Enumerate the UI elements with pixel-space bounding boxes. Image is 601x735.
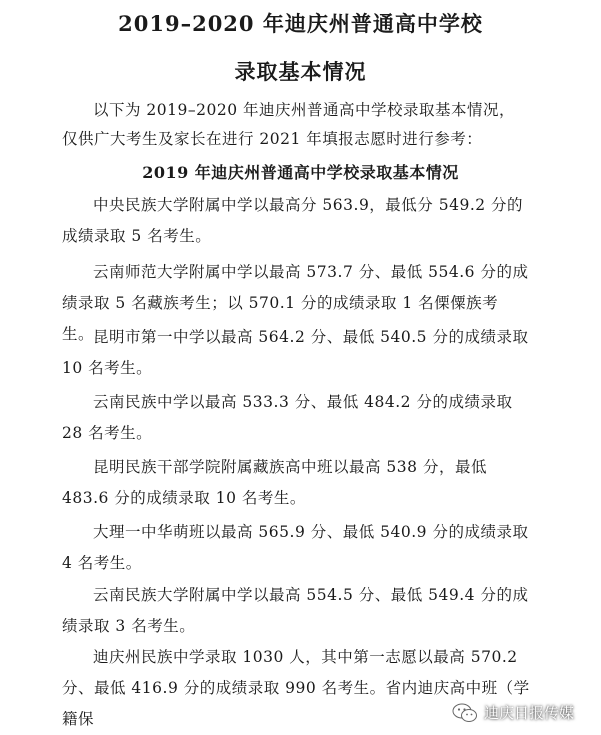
paragraph-kunming-cadre-college: 昆明民族干部学院附属藏族高中班以最高 538 分，最低 483.6 分的成绩录取 10 名考生。 <box>62 458 487 507</box>
watermark <box>452 702 574 723</box>
paragraph-yunnan-minzu-middle: 云南民族中学以最高 533.3 分、最低 484.2 分的成绩录取 28 名考生。 <box>62 393 513 442</box>
paragraph-diqing-minzu-middle: 迪庆州民族中学录取 1030 人，其中第一志愿以最高 570.2 分、最低 416.9 分的成绩录取 990 名考生。省内迪庆高中班（学籍保 <box>62 648 530 728</box>
document-title-line2: 录取基本情况 <box>234 59 367 84</box>
watermark-text: 迪庆日报传媒 <box>484 704 575 722</box>
paragraph-minzu-university-affiliated: 中央民族大学附属中学以最高分 563.9，最低分 549.2 分的成绩录取 5 名考生。 <box>62 196 524 245</box>
paragraph-normal-university-affiliated: 云南师范大学附属中学以最高 573.7 分、最低 554.6 分的成绩录取 5 名藏族考生；以 570.1 分的成绩录取 1 名傈僳族考生。 <box>62 263 529 343</box>
paragraph-dali-no1: 大理一中华萌班以最高 565.9 分、最低 540.9 分的成绩录取 4 名考生。 <box>62 523 529 572</box>
paragraph-yunnan-minzu-univ-affiliated: 云南民族大学附属中学以最高 554.5 分、最低 549.4 分的成绩录取 3 名考生。 <box>62 586 529 635</box>
wechat-icon <box>452 703 478 723</box>
section-heading: 2019 年迪庆州普通高中学校录取基本情况 <box>142 163 459 182</box>
document-title: 2019–2020 年迪庆州普通高中学校 <box>118 11 483 36</box>
paragraph-kunming-no1: 昆明市第一中学以最高 564.2 分、最低 540.5 分的成绩录取 10 名考生。 <box>62 328 529 377</box>
intro-paragraph: 以下为 2019–2020 年迪庆州普通高中学校录取基本情况，仅供广大考生及家长在进行 2021 年填报志愿时进行参考： <box>62 101 515 148</box>
